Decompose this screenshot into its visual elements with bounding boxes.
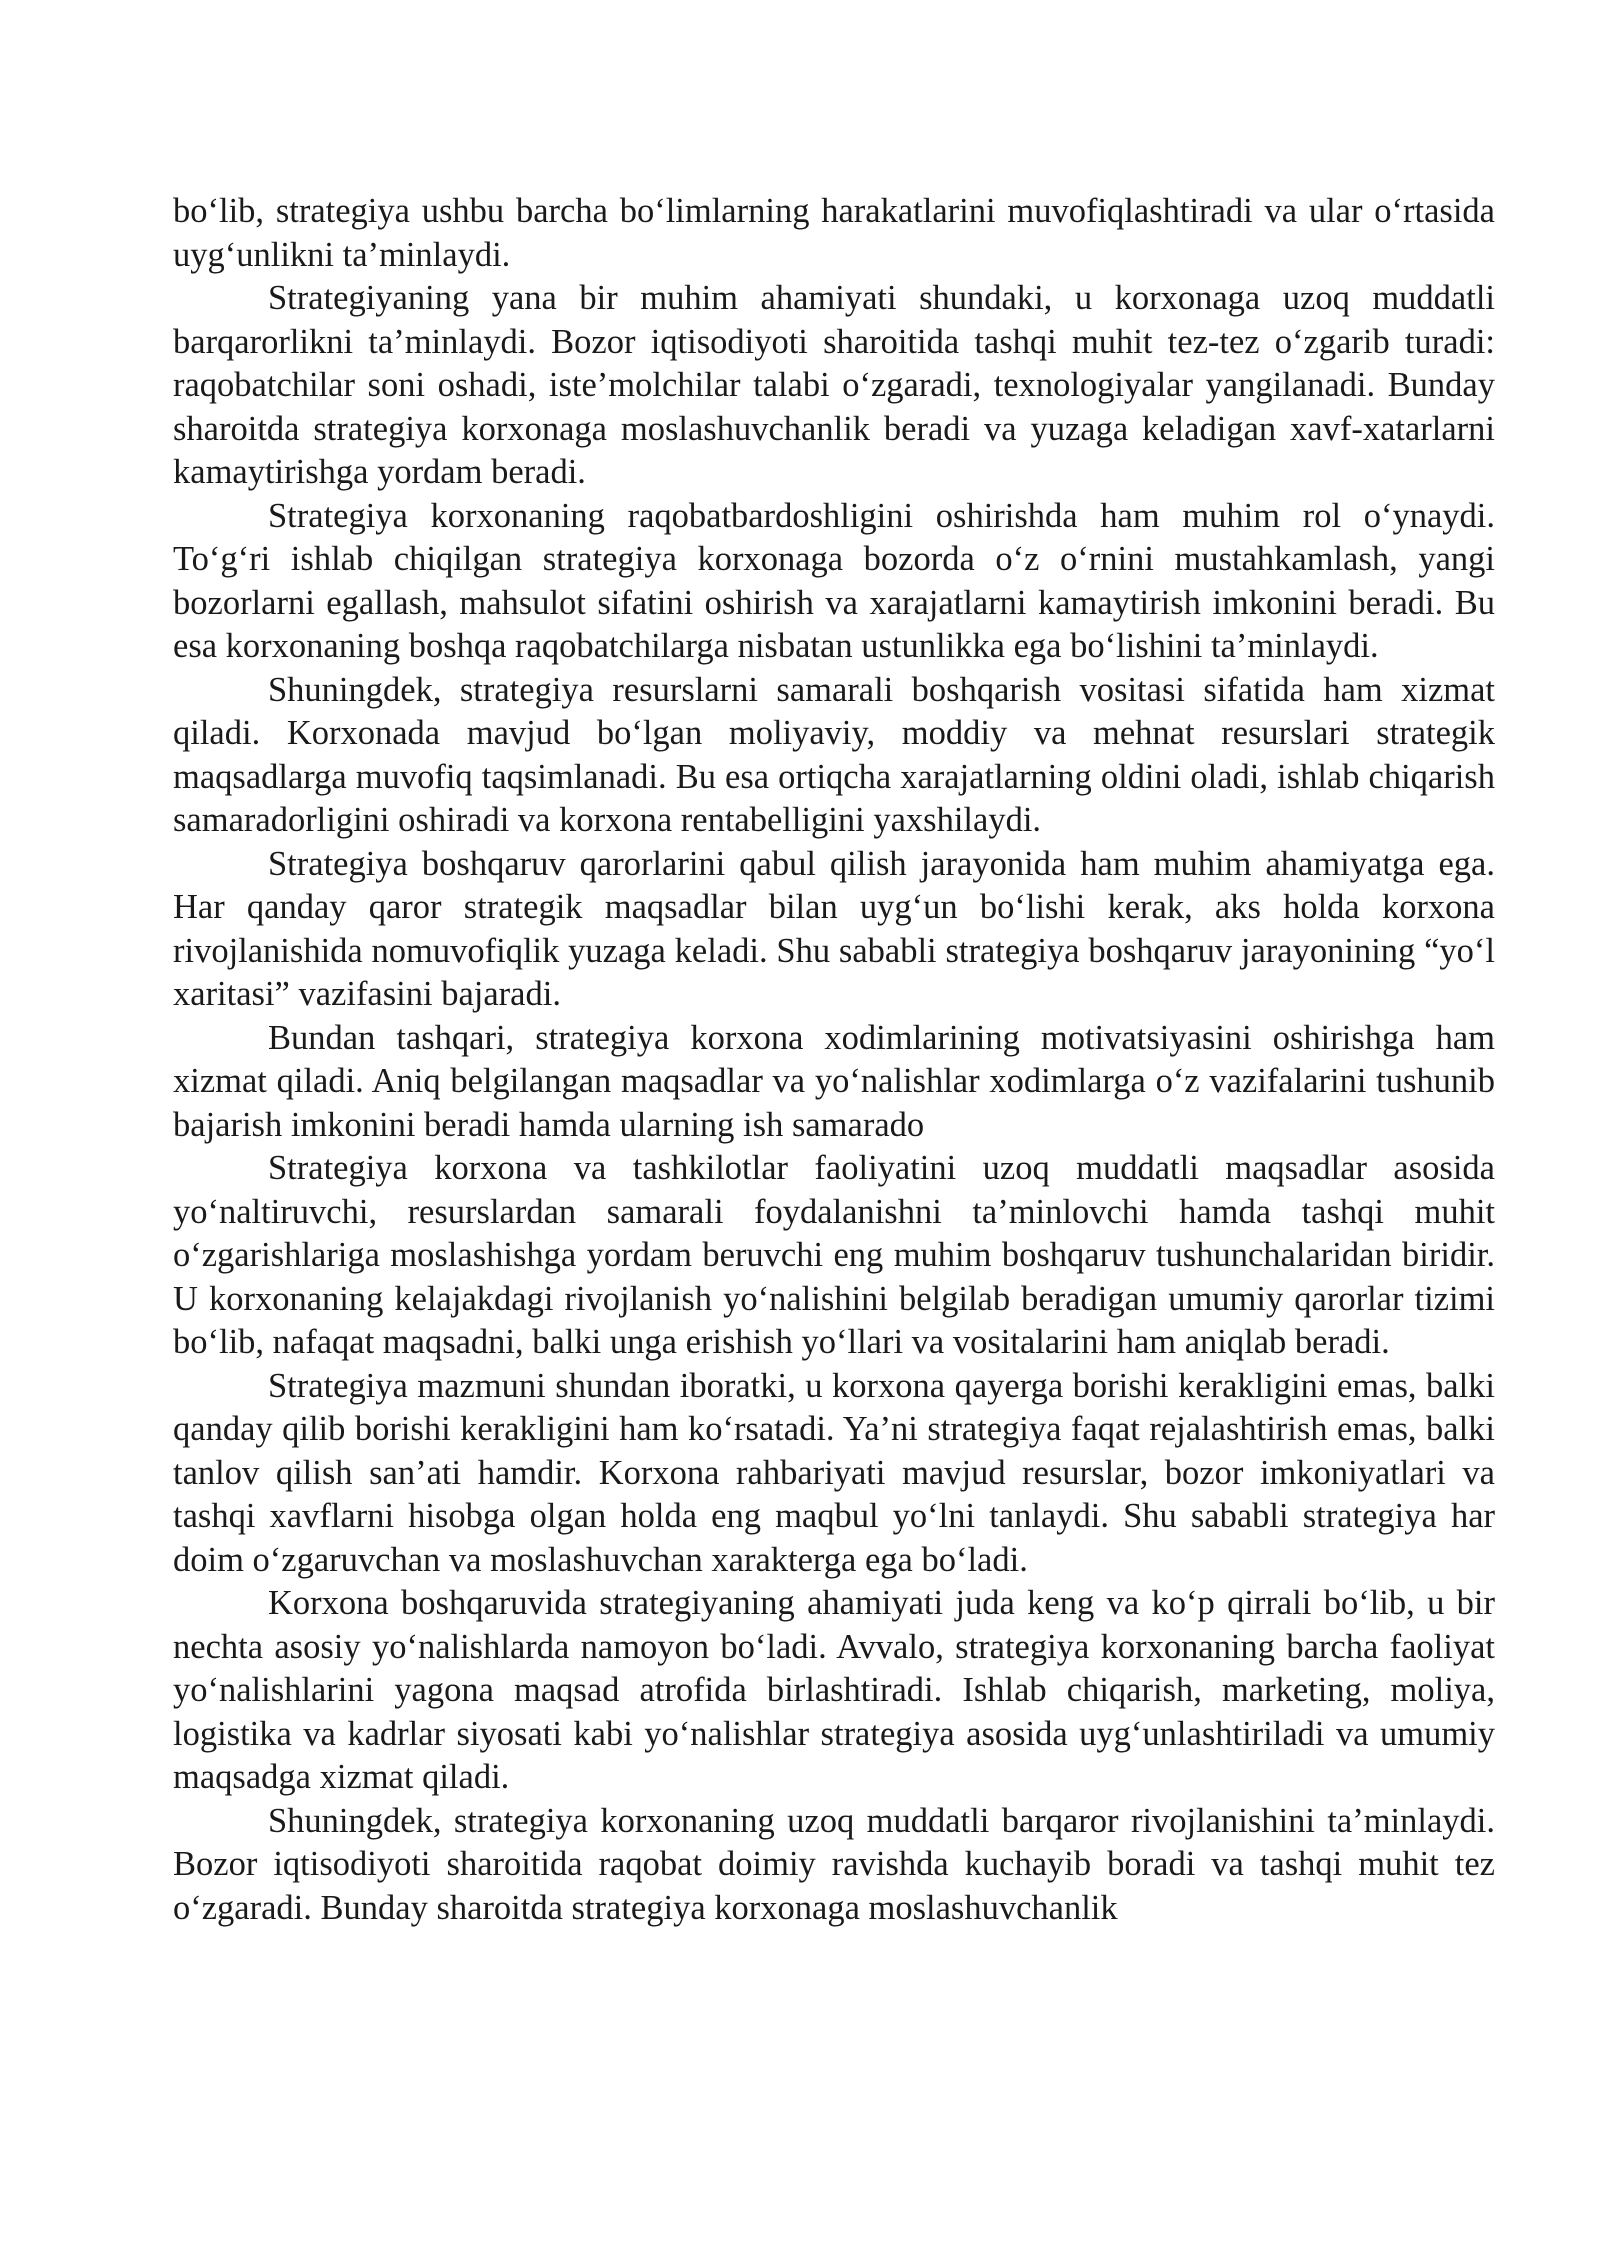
document-page bbox=[173, 190, 1495, 1930]
paragraph-5: Strategiya boshqaruv qarorlarini qabul qilish jarayonida ham muhim ahamiyatga ega. Har qanday qaror strategik maqsadlar bilan uyg‘un bo‘lishi kerak, aks holda korxona rivojlanishida nomuvofiqlik yuzaga keladi. Shu sababli strategiya boshqaruv jarayonining “yo‘l xaritasi” vazifasini bajaradi. bbox=[173, 844, 1495, 1013]
paragraph-1: bo‘lib, strategiya ushbu barcha bo‘limlarning harakatlarini muvofiqlashtiradi va ular o‘rtasida uyg‘unlikni ta’minlaydi. bbox=[173, 192, 1495, 274]
paragraph-10: Shuningdek, strategiya korxonaning uzoq muddatli barqaror rivojlanishini ta’minlaydi. Bozor iqtisodiyoti sharoitida raqobat doimiy ravishda kuchayib boradi va tashqi muhit tez o‘zgaradi. Bunday sharoitda strategiya korxonaga moslashuvchanlik bbox=[173, 1801, 1495, 1927]
paragraph-4: Shuningdek, strategiya resurslarni samarali boshqarish vositasi sifatida ham xizmat qiladi. Korxonada mavjud bo‘lgan moliyaviy, moddiy va mehnat resurslari strategik maqsadlarga muvofiq taqsimlanadi. Bu esa ortiqcha xarajatlarning oldini oladi, ishlab chiqarish samaradorligini oshiradi va korxona rentabelligini yaxshilaydi. bbox=[173, 670, 1495, 839]
paragraph-6: Bundan tashqari, strategiya korxona xodimlarining motivatsiyasini oshirishga ham xizmat qiladi. Aniq belgilangan maqsadlar va yo‘nalishlar xodimlarga o‘z vazifalarini tushunib bajarish imkonini beradi hamda ularning ish samarado bbox=[173, 1018, 1495, 1144]
paragraph-9: Korxona boshqaruvida strategiyaning ahamiyati juda keng va ko‘p qirrali bo‘lib, u bir nechta asosiy yo‘nalishlarda namoyon bo‘ladi. Avvalo, strategiya korxonaning barcha faoliyat yo‘nalishlarini yagona maqsad atrofida birlashtiradi. Ishlab chiqarish, marketing, moliya, logistika va kadrlar siyosati kabi yo‘nalishlar strategiya asosida uyg‘unlashtiriladi va umumiy maqsadga xizmat qiladi. bbox=[173, 1584, 1495, 1796]
paragraph-3: Strategiya korxonaning raqobatbardoshligini oshirishda ham muhim rol o‘ynaydi. To‘g‘ri ishlab chiqilgan strategiya korxonaga bozorda o‘z o‘rnini mustahkamlash, yangi bozorlarni egallash, mahsulot sifatini oshirish va xarajatlarni kamaytirish imkonini beradi. Bu esa korxonaning boshqa raqobatchilarga nisbatan ustunlikka ega bo‘lishini ta’minlaydi. bbox=[173, 496, 1495, 665]
paragraph-7: Strategiya korxona va tashkilotlar faoliyatini uzoq muddatli maqsadlar asosida yo‘naltiruvchi, resurslardan samarali foydalanishni ta’minlovchi hamda tashqi muhit o‘zgarishlariga moslashishga yordam beruvchi eng muhim boshqaruv tushunchalaridan biridir. U korxonaning kelajakdagi rivojlanish yo‘nalishini belgilab beradigan umumiy qarorlar tizimi bo‘lib, nafaqat maqsadni, balki unga erishish yo‘llari va vositalarini ham aniqlab beradi. bbox=[173, 1149, 1495, 1361]
paragraph-8: Strategiya mazmuni shundan iboratki, u korxona qayerga borishi kerakligini emas, balki qanday qilib borishi kerakligini ham ko‘rsatadi. Ya’ni strategiya faqat rejalashtirish emas, balki tanlov qilish san’ati hamdir. Korxona rahbariyati mavjud resurslar, bozor imkoniyatlari va tashqi xavflarni hisobga olgan holda eng maqbul yo‘lni tanlaydi. Shu sababli strategiya har doim o‘zgaruvchan va moslashuvchan xarakterga ega bo‘ladi. bbox=[173, 1366, 1495, 1579]
paragraph-2: Strategiyaning yana bir muhim ahamiyati shundaki, u korxonaga uzoq muddatli barqarorlikni ta’minlaydi. Bozor iqtisodiyoti sharoitida tashqi muhit tez-tez o‘zgarib turadi: raqobatchilar soni oshadi, iste’molchilar talabi o‘zgaradi, texnologiyalar yangilanadi. Bunday sharoitda strategiya korxonaga moslashuvchanlik beradi va yuzaga keladigan xavf-xatarlarni kamaytirishga yordam beradi. bbox=[173, 279, 1495, 491]
